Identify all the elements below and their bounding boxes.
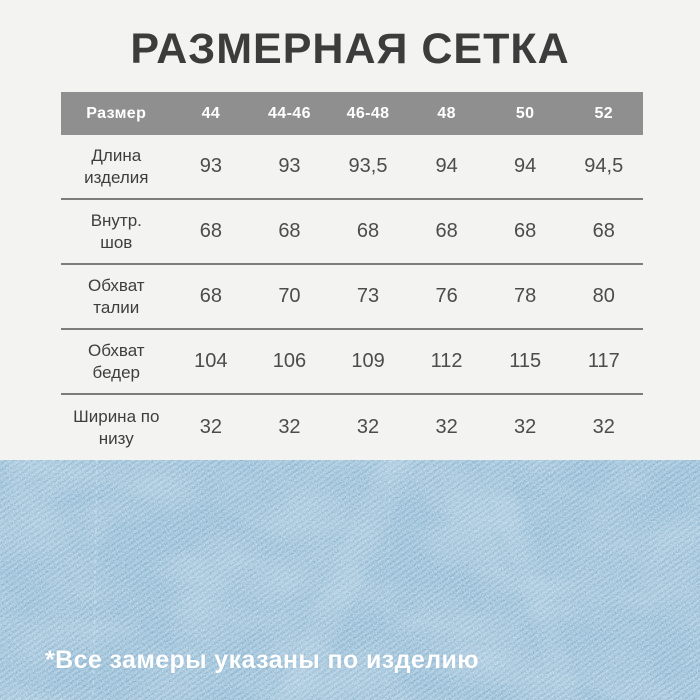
value-cell: 68 — [199, 285, 222, 307]
value-cell: 109 — [351, 350, 385, 372]
denim-section — [0, 460, 700, 700]
value-cell: 93 — [278, 155, 301, 177]
header-cell-size: 44 — [201, 104, 221, 122]
value-cell: 80 — [592, 285, 615, 307]
header-cell-label: Размер — [86, 104, 147, 122]
value-cell: 70 — [278, 285, 301, 307]
value-cell: 32 — [199, 416, 222, 438]
value-cell: 32 — [356, 416, 380, 438]
header-cell-size: 52 — [594, 104, 614, 122]
header-cell-size: 46-48 — [346, 104, 390, 122]
value-cell: 94 — [435, 155, 458, 177]
table-row — [61, 200, 643, 265]
row-label: Обхват талии — [87, 276, 145, 317]
value-cell: 68 — [514, 220, 537, 242]
value-cell: 93 — [199, 155, 222, 177]
value-cell: 106 — [272, 350, 307, 372]
table-row — [61, 395, 643, 460]
table-body — [61, 135, 643, 460]
table-row — [61, 135, 643, 200]
value-cell: 68 — [592, 220, 615, 242]
value-cell: 68 — [199, 220, 222, 242]
value-cell: 76 — [435, 285, 458, 307]
value-cell: 32 — [592, 416, 615, 438]
value-cell: 68 — [435, 220, 458, 242]
value-cell: 94,5 — [584, 155, 624, 177]
row-label: Внутр. шов — [90, 211, 142, 252]
value-cell: 115 — [509, 350, 542, 372]
value-cell: 112 — [430, 350, 463, 372]
value-cell: 32 — [514, 416, 537, 438]
header-cell-size: 48 — [437, 104, 456, 122]
value-cell: 32 — [278, 416, 301, 438]
table-row — [61, 330, 643, 395]
page-title: РАЗМЕРНАЯ СЕТКА — [130, 25, 570, 73]
row-label: Обхват бедер — [87, 341, 145, 382]
value-cell: 104 — [194, 350, 228, 372]
header-cell-size: 44-46 — [267, 104, 311, 122]
value-cell: 32 — [435, 416, 458, 438]
value-cell: 73 — [356, 285, 380, 307]
value-cell: 68 — [356, 220, 380, 242]
header-cell-size: 50 — [515, 104, 535, 122]
footnote: *Все замеры указаны по изделию — [45, 646, 480, 674]
value-cell: 94 — [514, 155, 537, 177]
value-cell: 93,5 — [348, 155, 388, 177]
value-cell: 78 — [514, 285, 537, 307]
table-row — [61, 265, 643, 330]
value-cell: 117 — [587, 350, 620, 372]
row-label: Ширина по низу — [73, 407, 160, 448]
size-table — [61, 92, 643, 460]
value-cell: 68 — [278, 220, 301, 242]
row-label: Длина изделия — [84, 146, 149, 187]
table-header-row — [61, 92, 643, 135]
